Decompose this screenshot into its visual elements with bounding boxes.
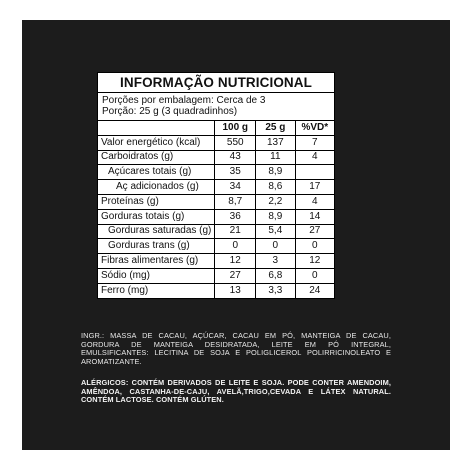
value-25g: 3,3 bbox=[256, 283, 295, 297]
table-header-row bbox=[98, 121, 334, 135]
value-100g: 8,7 bbox=[215, 194, 256, 209]
value-100g: 43 bbox=[215, 150, 256, 165]
table-row bbox=[98, 254, 334, 269]
value-vd: 7 bbox=[295, 135, 334, 150]
nutrition-facts-label bbox=[97, 72, 335, 299]
value-vd: 14 bbox=[295, 209, 334, 224]
table-row bbox=[98, 180, 334, 195]
ingredients-text: INGR.: MASSA DE CACAU, AÇÚCAR, CACAU EM PÓ, MANTEIGA DE CACAU, GORDURA DE MANTEIGA DESIDRATADA, LEITE EM PÓ INTEGRAL, EMULSIFICANTES: LECITINA DE SOJA E POLIGLICEROL POLIRRICINOLEATO E AROMATIZANTE. bbox=[81, 331, 391, 366]
value-100g: 34 bbox=[215, 180, 256, 195]
value-25g: 3 bbox=[256, 254, 295, 269]
nutrient-name: Açúcares totais (g) bbox=[98, 165, 215, 180]
nutrient-name: Aç adicionados (g) bbox=[98, 180, 215, 195]
header-25g: 25 g bbox=[256, 121, 295, 135]
label-title: INFORMAÇÃO NUTRICIONAL bbox=[98, 73, 334, 93]
value-100g: 0 bbox=[215, 239, 256, 254]
table-row bbox=[98, 135, 334, 150]
table-row bbox=[98, 150, 334, 165]
table-row bbox=[98, 194, 334, 209]
value-vd: 12 bbox=[295, 254, 334, 269]
value-100g: 13 bbox=[215, 283, 256, 297]
header-100g: 100 g bbox=[215, 121, 256, 135]
value-vd: 4 bbox=[295, 194, 334, 209]
value-25g: 11 bbox=[256, 150, 295, 165]
value-25g: 2,2 bbox=[256, 194, 295, 209]
header-nutrient bbox=[98, 121, 215, 135]
value-25g: 137 bbox=[256, 135, 295, 150]
value-25g: 8,9 bbox=[256, 209, 295, 224]
table-row bbox=[98, 209, 334, 224]
value-100g: 35 bbox=[215, 165, 256, 180]
table-row bbox=[98, 239, 334, 254]
nutrition-table bbox=[98, 121, 334, 298]
nutrient-name: Carboidratos (g) bbox=[98, 150, 215, 165]
serving-size: Porção: 25 g (3 quadradinhos) bbox=[102, 106, 238, 117]
table-row bbox=[98, 283, 334, 297]
nutrient-name: Gorduras saturadas (g) bbox=[98, 224, 215, 239]
servings-per-package: Porções por embalagem: Cerca de 3 bbox=[102, 95, 266, 106]
nutrient-name: Sódio (mg) bbox=[98, 268, 215, 283]
value-100g: 12 bbox=[215, 254, 256, 269]
servings-info bbox=[98, 93, 334, 121]
value-25g: 8,6 bbox=[256, 180, 295, 195]
nutrient-name: Proteínas (g) bbox=[98, 194, 215, 209]
table-row bbox=[98, 165, 334, 180]
value-25g: 8,9 bbox=[256, 165, 295, 180]
value-25g: 6,8 bbox=[256, 268, 295, 283]
value-100g: 36 bbox=[215, 209, 256, 224]
nutrient-name: Gorduras trans (g) bbox=[98, 239, 215, 254]
value-vd: 0 bbox=[295, 239, 334, 254]
nutrient-name: Valor energético (kcal) bbox=[98, 135, 215, 150]
header-vd: %VD* bbox=[295, 121, 334, 135]
value-100g: 27 bbox=[215, 268, 256, 283]
value-25g: 5,4 bbox=[256, 224, 295, 239]
nutrient-name: Ferro (mg) bbox=[98, 283, 215, 297]
table-row bbox=[98, 224, 334, 239]
value-vd: 24 bbox=[295, 283, 334, 297]
value-vd: 0 bbox=[295, 268, 334, 283]
value-100g: 21 bbox=[215, 224, 256, 239]
value-vd: 17 bbox=[295, 180, 334, 195]
value-vd: 4 bbox=[295, 150, 334, 165]
table-row bbox=[98, 268, 334, 283]
value-25g: 0 bbox=[256, 239, 295, 254]
nutrient-name: Gorduras totais (g) bbox=[98, 209, 215, 224]
value-100g: 550 bbox=[215, 135, 256, 150]
value-vd bbox=[295, 165, 334, 180]
value-vd: 27 bbox=[295, 224, 334, 239]
allergens-text: ALÉRGICOS: CONTÉM DERIVADOS DE LEITE E SOJA. PODE CONTER AMENDOIM, AMÊNDOA, CASTANHA-DE-CAJU, AVELÃ,TRIGO,CEVADA E LÁTEX NATURAL. CONTÉM LACTOSE. CONTÉM GLÚTEN. bbox=[81, 378, 391, 405]
nutrient-name: Fibras alimentares (g) bbox=[98, 254, 215, 269]
